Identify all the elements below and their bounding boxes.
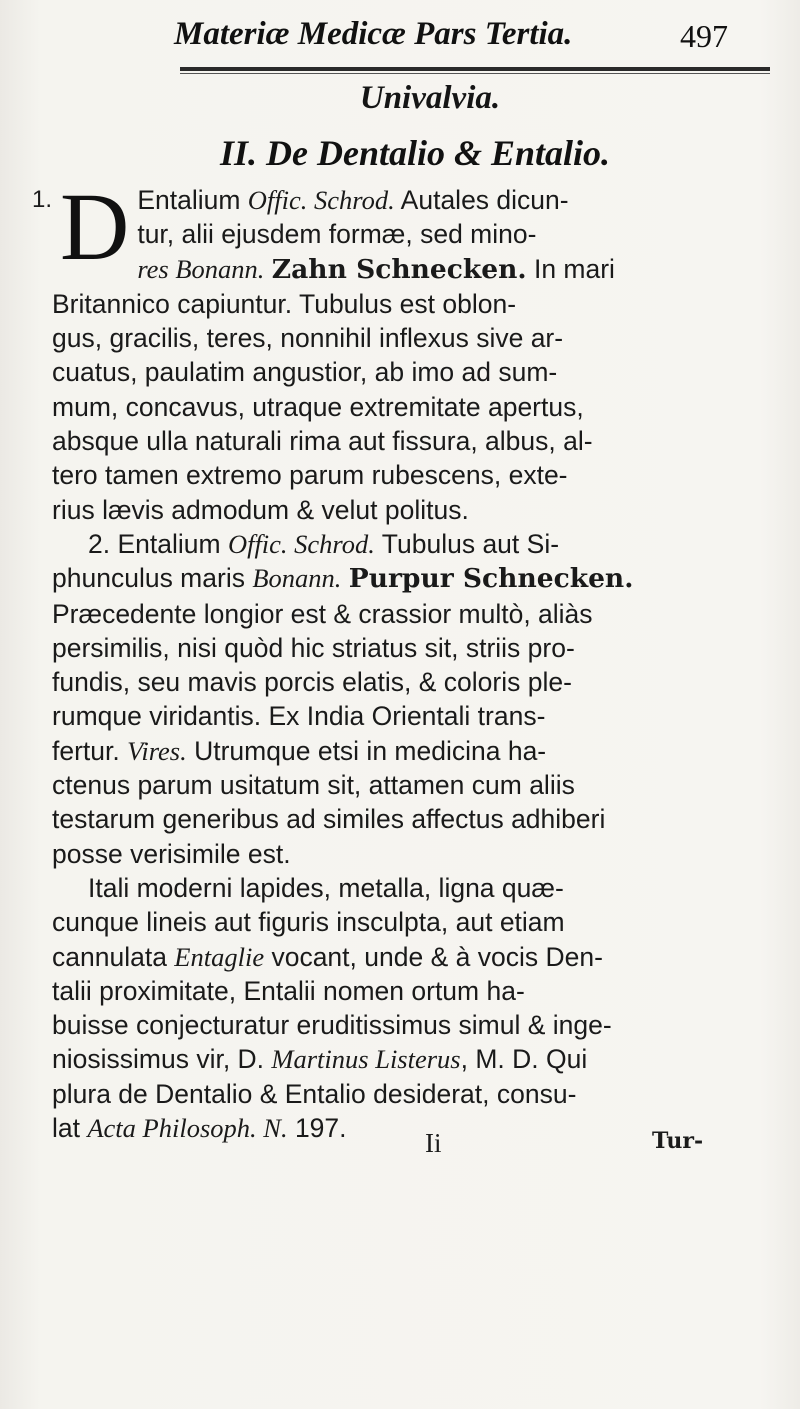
text-line <box>52 837 782 871</box>
drop-cap: D <box>60 173 130 280</box>
text-run: buisse conjecturatur eruditissimus simul & inge- <box>52 1010 612 1041</box>
italic-run: Martinus Listerus <box>271 1044 461 1075</box>
paragraph-3 <box>52 871 782 1145</box>
text-line <box>52 1077 782 1111</box>
paragraph-number: 2. <box>88 528 118 559</box>
text-line <box>137 252 782 287</box>
text-run: mum, concavus, utraque extremitate apertus, <box>52 391 584 422</box>
text-line <box>52 355 782 389</box>
text-run: fertur. <box>52 735 128 766</box>
text-run: persimilis, nisi quòd hic striatus sit, striis pro- <box>52 632 575 663</box>
italic-run: Vires. <box>127 735 187 766</box>
text-run: phunculus maris <box>52 563 253 594</box>
italic-run: Offic. Schrod. <box>227 528 375 559</box>
text-line <box>52 597 782 631</box>
text-line <box>52 699 782 733</box>
text-run: Itali moderni lapides, metalla, ligna quæ- <box>88 872 564 903</box>
text-line <box>52 631 782 665</box>
section-title: Univalvia. <box>359 80 501 116</box>
text-line <box>52 768 782 802</box>
blackletter-run: Zahn Schnecken. <box>271 253 527 285</box>
text-run: posse verisimile est. <box>52 838 291 869</box>
text-run: cuatus, paulatim angustior, ab imo ad sum- <box>52 357 558 388</box>
text-line <box>52 390 782 424</box>
text-line <box>52 561 782 596</box>
paragraph-number: 1. <box>32 186 53 213</box>
chapter-title: II. De Dentalio & Entalio. <box>219 133 611 173</box>
running-head <box>150 10 728 56</box>
page-number: 497 <box>680 18 728 54</box>
text-line <box>52 940 782 974</box>
text-run: gus, gracilis, teres, nonnihil inflexus sive ar- <box>52 323 564 354</box>
text-run: tur, alii ejusdem formæ, sed mino- <box>137 219 537 250</box>
italic-run: Acta Philosoph. N. <box>87 1113 288 1144</box>
text-run: plura de Dentalio & Entalio desiderat, consu- <box>52 1078 577 1109</box>
text-line <box>52 493 782 527</box>
text-line <box>52 905 782 939</box>
catchword: Tur- <box>652 1128 704 1154</box>
paragraph-2 <box>52 527 782 871</box>
text-line <box>52 871 782 905</box>
text-run: , M. D. Qui <box>460 1044 588 1075</box>
text-run: tero tamen extremo parum rubescens, exte- <box>52 460 568 491</box>
text-run <box>264 254 271 284</box>
header-rule <box>180 67 770 74</box>
text-line <box>52 1008 782 1042</box>
text-line <box>52 802 782 836</box>
text-run: rumque viridantis. Ex India Orientali trans- <box>52 701 546 732</box>
body-text <box>32 173 782 1145</box>
text-run: vocant, unde & à vocis Den- <box>264 941 603 972</box>
text-line <box>52 1042 782 1076</box>
text-run: Entalium <box>117 528 228 559</box>
text-line <box>52 734 782 768</box>
italic-run: Bonann. <box>252 563 342 594</box>
text-run: absque ulla naturali rima aut fissura, albus, al- <box>52 426 593 457</box>
signature-mark: Ii <box>425 1128 442 1158</box>
blackletter-run: Purpur Schnecken. <box>348 563 634 595</box>
italic-run: Offic. Schrod. <box>247 185 395 215</box>
text-run: cunque lineis aut figuris insculpta, aut etiam <box>52 907 565 938</box>
text-run: Utrumque etsi in medicina ha- <box>186 735 547 766</box>
text-run: Britannico capiuntur. Tubulus est oblon- <box>52 288 517 319</box>
text-run: talii proximitate, Entalii nomen ortum ha- <box>52 975 525 1006</box>
text-line <box>52 424 782 458</box>
italic-run: Entaglie <box>174 941 265 972</box>
paragraph-1 <box>32 173 782 527</box>
text-line <box>52 665 782 699</box>
text-line <box>52 527 782 561</box>
text-line <box>52 458 782 492</box>
text-line <box>52 287 782 321</box>
running-title: Materiæ Medicæ Pars Tertia. <box>174 16 573 52</box>
text-run: Autales dicun- <box>394 185 569 215</box>
text-run: fundis, seu mavis porcis elatis, & coloris ple- <box>52 667 572 698</box>
text-line <box>52 974 782 1008</box>
text-run <box>341 563 348 593</box>
text-line <box>137 183 782 217</box>
text-run: cannulata <box>52 941 175 972</box>
italic-run: res Bonann. <box>137 253 265 284</box>
text-run: Tubulus aut Si- <box>374 528 560 559</box>
text-run: In mari <box>526 253 615 284</box>
text-line <box>137 217 782 251</box>
text-line <box>52 321 782 355</box>
text-run: testarum generibus ad similes affectus adhiberi <box>52 804 606 835</box>
text-run: 197. <box>287 1113 347 1144</box>
text-run: ctenus parum usitatum sit, attamen cum aliis <box>52 770 575 801</box>
text-run: Præcedente longior est & crassior multò, aliàs <box>52 598 593 629</box>
footer-line <box>0 1128 800 1168</box>
text-run: niosissimus vir, D. <box>52 1044 272 1075</box>
text-run: rius lævis admodum & velut politus. <box>52 494 469 525</box>
text-run: lat <box>52 1113 88 1144</box>
text-run: Entalium <box>137 185 248 215</box>
